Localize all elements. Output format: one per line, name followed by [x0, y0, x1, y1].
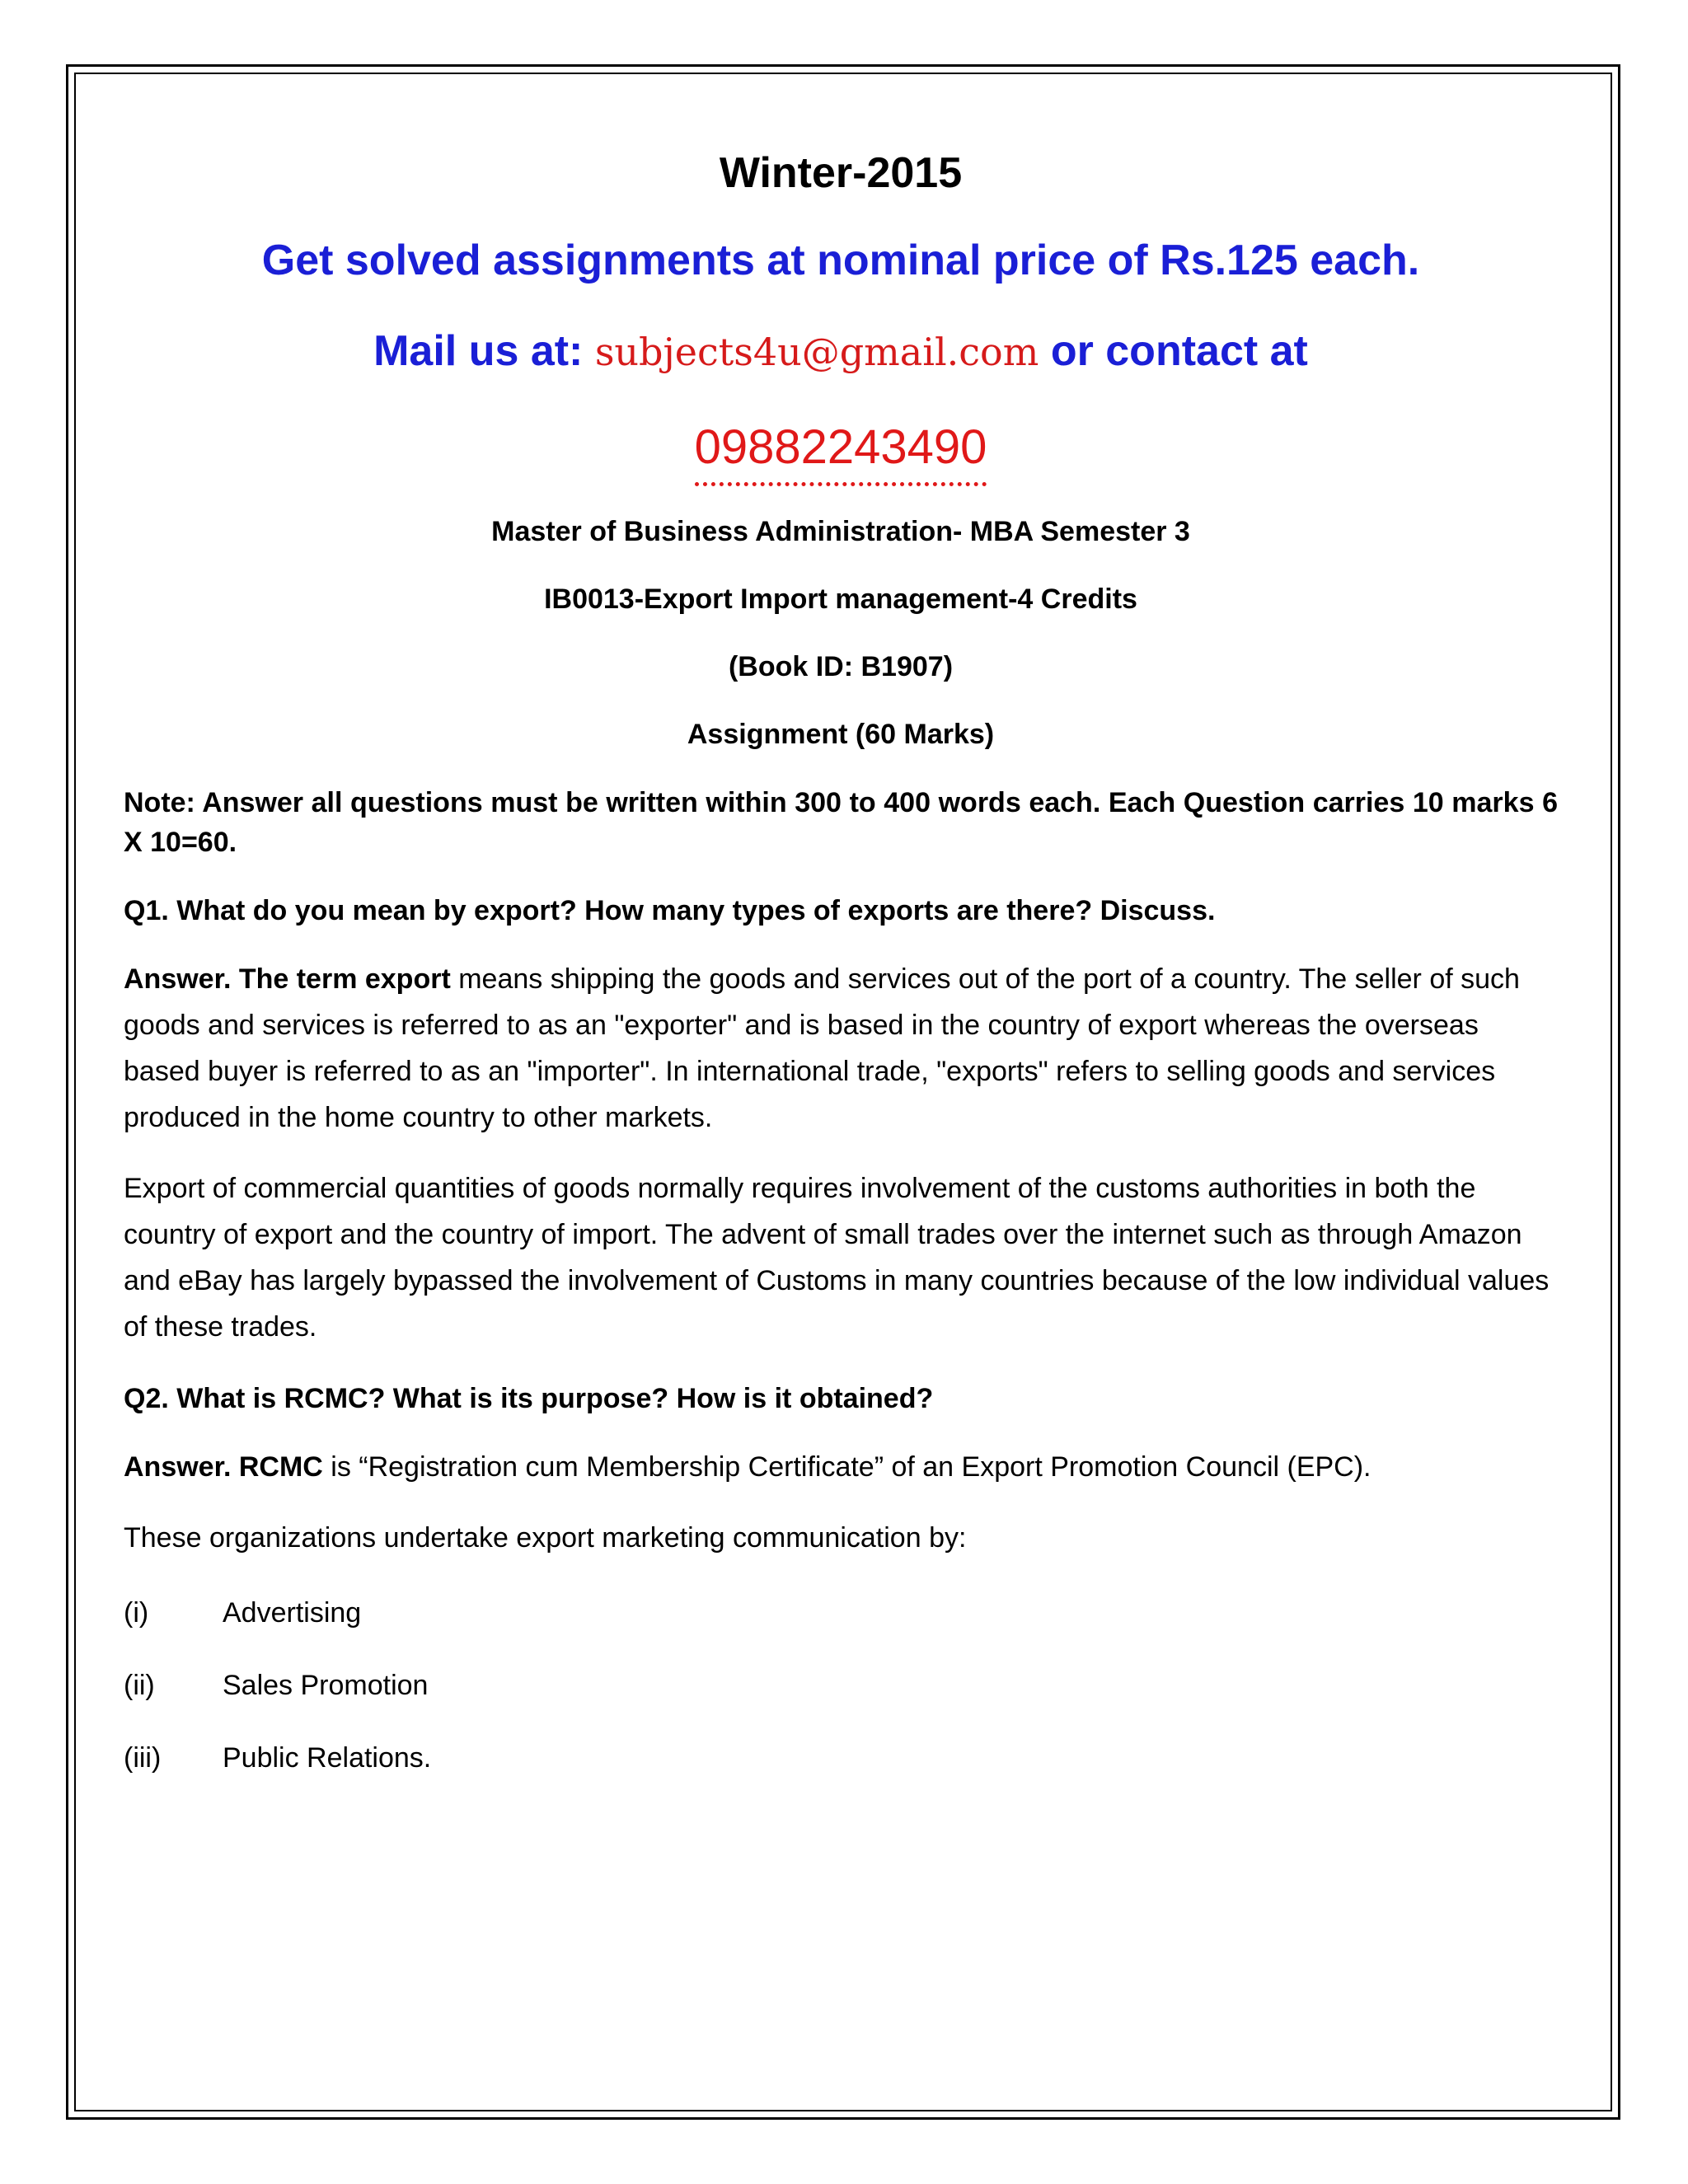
page-title: Winter-2015 [719, 149, 963, 197]
book-id-line: (Book ID: B1907) [728, 651, 954, 682]
list-item-text: Advertising [223, 1597, 362, 1629]
answer-2-text: is “Registration cum Membership Certificate” of an Export Promotion Council (EPC). [322, 1451, 1372, 1483]
question-2: Q2. What is RCMC? What is its purpose? How is it obtained? [124, 1383, 934, 1414]
list-item-number: (i) [124, 1597, 149, 1629]
assignment-line: Assignment (60 Marks) [687, 719, 995, 750]
list-item-number: (iii) [124, 1742, 162, 1774]
answer-1-paragraph-1 [124, 956, 1558, 1141]
answer-1-label: Answer. The term export [124, 963, 451, 995]
mail-suffix: or contact at [1050, 327, 1308, 375]
mail-prefix: Mail us at: [373, 327, 584, 375]
list-item [124, 1737, 1558, 1779]
contact-line [124, 318, 1558, 385]
answer-2-paragraph-1 [124, 1444, 1558, 1490]
list-item [124, 1592, 1558, 1633]
phone-number[interactable]: 09882243490 [695, 415, 987, 486]
promo-line: Get solved assignments at nominal price of Rs.125 each. [261, 237, 1420, 284]
email-link[interactable]: subjects4u@gmail.com [594, 330, 1039, 374]
answer-2-label: Answer. RCMC [124, 1451, 323, 1483]
instructions-note: Note: Answer all questions must be written within 300 to 400 words each. Each Question carries 10 marks 6 X 10=60. [124, 787, 1558, 858]
list-item [124, 1665, 1558, 1706]
subject-line: IB0013-Export Import management-4 Credits [544, 583, 1137, 615]
list-item-text: Public Relations. [223, 1742, 432, 1774]
question-1: Q1. What do you mean by export? How many types of exports are there? Discuss. [124, 895, 1216, 926]
list-item-text: Sales Promotion [223, 1670, 429, 1701]
answer-1-paragraph-2: Export of commercial quantities of goods normally requires involvement of the customs authorities in both the country of export and the country of import. The advent of small trades over the internet such as through Amazon and eBay has largely bypassed the involvement of Customs in many countries because of the low individual values of these trades. [124, 1173, 1550, 1343]
list-item-number: (ii) [124, 1670, 155, 1701]
program-line: Master of Business Administration- MBA Semester 3 [491, 516, 1190, 547]
answer-1-text: means shipping the goods and services out of the port of a country. The seller of such goods and services is referred to as an "exporter" and is based in the country of export whereas the overseas based buyer is referred to as an "importer". In international trade, "exports" refers to selling goods and services produced in the home country to other markets. [124, 963, 1520, 1133]
document-body [124, 132, 1558, 1779]
answer-2-intro: These organizations undertake export marketing communication by: [124, 1522, 967, 1554]
